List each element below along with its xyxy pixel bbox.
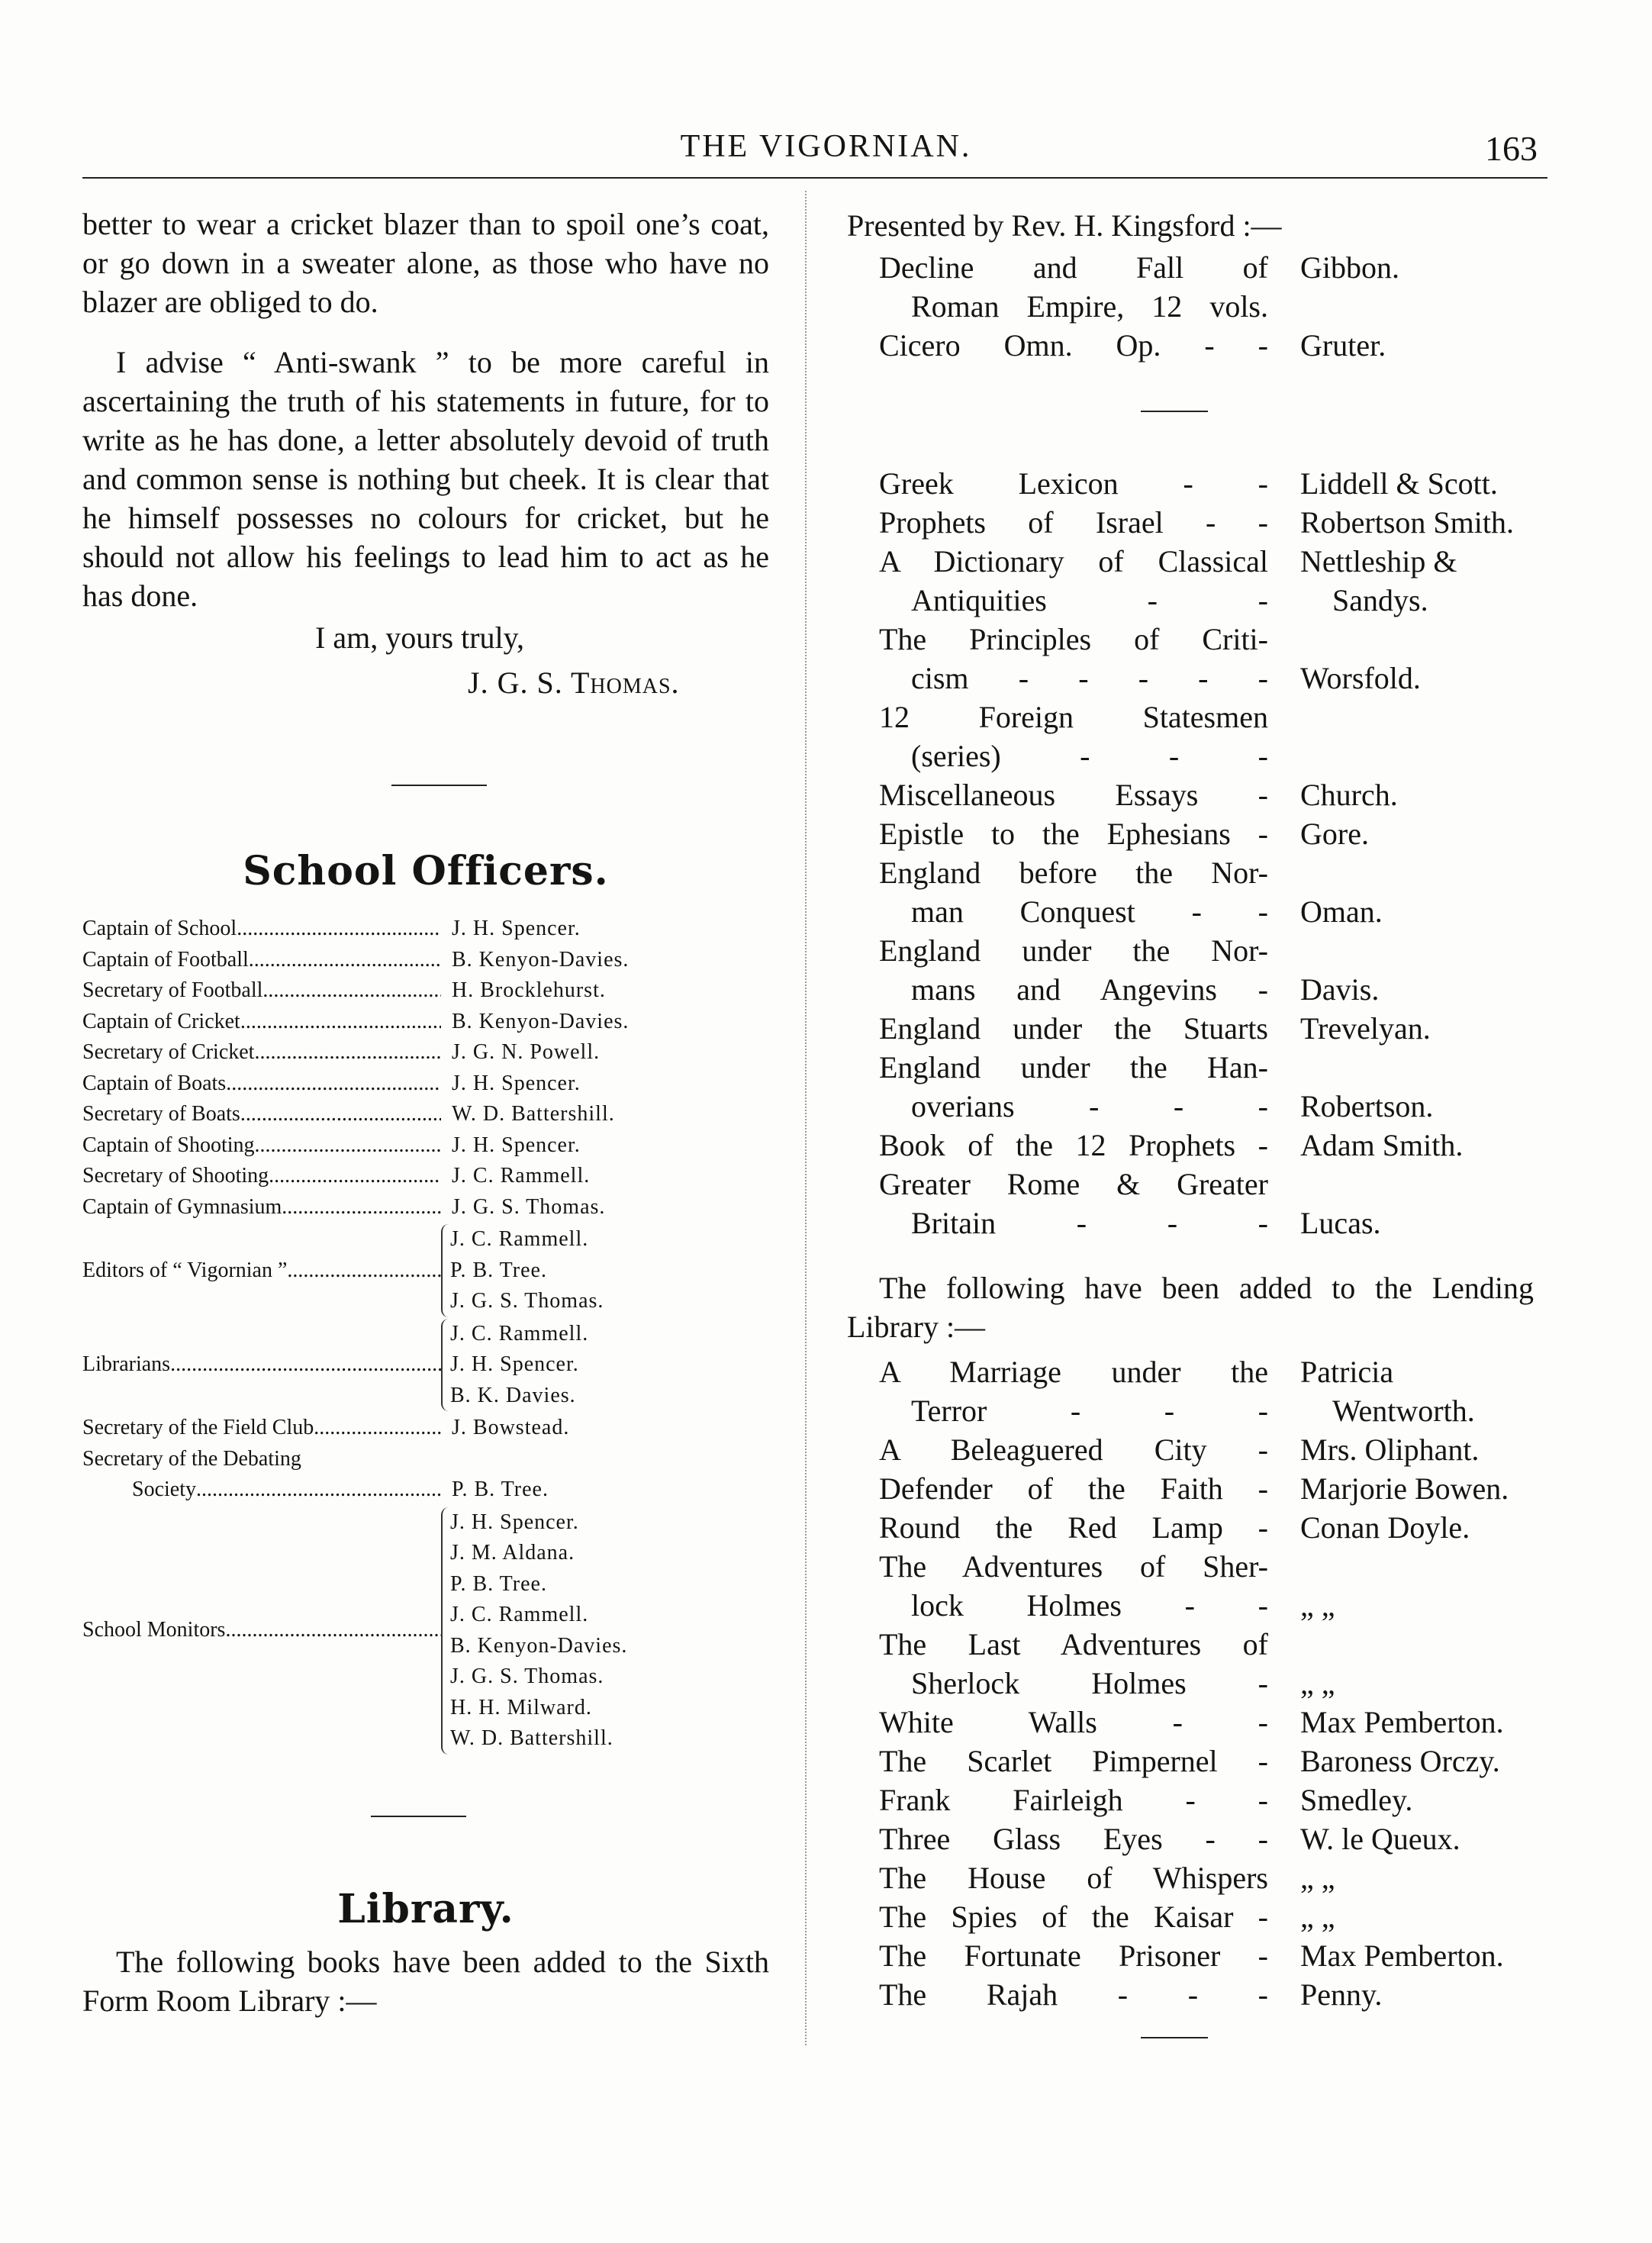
book-title-line: Book of the 12 Prophets - bbox=[879, 1128, 1268, 1162]
officer-name: W. D. Battershill. bbox=[452, 1102, 615, 1126]
book-title-line: A Marriage under the bbox=[879, 1355, 1268, 1389]
book-title bbox=[879, 620, 1268, 698]
book-entry bbox=[879, 1009, 1534, 1048]
letter-paragraph-1: better to wear a cricket blazer than to spoil one’s coat, or go down in a sweater alone, as those who have no blazer are obliged to do. bbox=[82, 207, 769, 319]
officer-role: Captain of Football bbox=[82, 947, 249, 972]
book-author-line: Conan Doyle. bbox=[1300, 1510, 1470, 1545]
officer-row-debating bbox=[82, 1444, 769, 1506]
officer-name: B. Kenyon-Davies. bbox=[452, 1009, 630, 1033]
book-entry bbox=[879, 1547, 1534, 1625]
officer-role: Captain of School bbox=[82, 917, 237, 940]
officer-role: Secretary of Cricket bbox=[82, 1040, 255, 1064]
book-title-line: The Fortunate Prisoner - bbox=[879, 1938, 1268, 1973]
section-rule bbox=[1141, 2037, 1208, 2038]
book-title bbox=[879, 1048, 1268, 1126]
book-entry bbox=[879, 1897, 1534, 1936]
book-title bbox=[879, 1858, 1268, 1897]
library-intro: The following books have been added to the Sixth Form Room Library :— bbox=[82, 1944, 769, 2018]
book-entry bbox=[879, 1858, 1534, 1897]
book-author bbox=[1268, 1936, 1504, 1975]
book-title bbox=[879, 1126, 1268, 1165]
book-author-line: Penny. bbox=[1300, 1977, 1383, 2012]
book-author-line bbox=[1300, 853, 1383, 892]
book-title bbox=[879, 503, 1268, 542]
book-author bbox=[1268, 1009, 1431, 1048]
book-author-line: Adam Smith. bbox=[1300, 1128, 1464, 1162]
page-number: 163 bbox=[1485, 129, 1538, 168]
book-author-line: Oman. bbox=[1300, 894, 1383, 929]
book-title-line: Decline and Fall of bbox=[879, 250, 1268, 285]
officer-row bbox=[82, 1192, 769, 1223]
book-title-line: Prophets of Israel - - bbox=[879, 505, 1268, 540]
book-author-line: „ „ bbox=[1300, 1900, 1335, 1934]
book-title-line: The Rajah - - - bbox=[879, 1977, 1268, 2012]
book-author bbox=[1268, 853, 1383, 931]
officer-name: W. D. Battershill. bbox=[450, 1726, 613, 1750]
book-author bbox=[1268, 775, 1398, 814]
book-title-line: The Scarlet Pimpernel - bbox=[879, 1744, 1268, 1778]
book-entry bbox=[879, 1936, 1534, 1975]
book-author bbox=[1268, 1547, 1335, 1625]
book-title bbox=[879, 1165, 1268, 1242]
book-author bbox=[1268, 1430, 1479, 1469]
book-title-line: Roman Empire, 12 vols. bbox=[911, 289, 1268, 324]
left-column bbox=[82, 205, 769, 2020]
officer-group-monitors bbox=[82, 1507, 769, 1755]
officer-name: J. H. Spencer. bbox=[450, 1510, 579, 1534]
book-title bbox=[879, 1625, 1268, 1703]
book-entry bbox=[879, 326, 1534, 365]
book-author-line: Wentworth. bbox=[1332, 1394, 1475, 1428]
officer-row bbox=[82, 975, 769, 1007]
book-entry bbox=[879, 1048, 1534, 1126]
officer-role: School Monitors bbox=[82, 1618, 226, 1642]
book-author-line: Sandys. bbox=[1332, 583, 1428, 617]
book-author bbox=[1268, 1469, 1509, 1508]
presented-by: Presented by Rev. H. Kingsford :— bbox=[847, 208, 1282, 243]
book-title-line: mans and Angevins - bbox=[911, 972, 1268, 1007]
book-author-line: Liddell & Scott. bbox=[1300, 466, 1498, 501]
book-author-line bbox=[1300, 1625, 1335, 1664]
officer-group-editors bbox=[82, 1224, 769, 1317]
book-title-line: (series) - - - bbox=[911, 739, 1268, 773]
officer-name: J. Bowstead. bbox=[452, 1416, 570, 1439]
officers-title: School Officers. bbox=[243, 848, 609, 894]
book-title-line: England under the Han- bbox=[879, 1050, 1268, 1084]
book-entry bbox=[879, 1781, 1534, 1819]
book-author-line: Nettleship & bbox=[1300, 544, 1457, 578]
book-entry bbox=[879, 853, 1534, 931]
book-title-line: Greek Lexicon - - bbox=[879, 466, 1268, 501]
book-title bbox=[879, 1009, 1268, 1048]
officer-name: H. Brocklehurst. bbox=[452, 978, 606, 1002]
book-author bbox=[1268, 1781, 1412, 1819]
officer-name: J. H. Spencer. bbox=[452, 1071, 581, 1095]
book-title-line: Greater Rome & Greater bbox=[879, 1167, 1268, 1201]
book-author bbox=[1268, 248, 1399, 326]
book-author-line: „ „ bbox=[1300, 1861, 1335, 1895]
book-author-line: „ „ bbox=[1300, 1666, 1335, 1700]
book-title-line: The Principles of Criti- bbox=[879, 622, 1268, 656]
book-title bbox=[879, 248, 1268, 326]
officer-name: B. K. Davies. bbox=[450, 1383, 576, 1407]
book-title bbox=[879, 542, 1268, 620]
officer-name: P. B. Tree. bbox=[450, 1571, 547, 1596]
section-rule bbox=[371, 1816, 466, 1817]
letter-paragraph-2: I advise “ Anti-swank ” to be more careful in ascertaining the truth of his statements in future, for to write as he has done, a letter absolutely devoid of truth and common sense is nothing but cheek. It is clear that he himself possesses no colours for cricket, but he should not allow his feelings to lead him to act as he has done. bbox=[82, 345, 769, 613]
book-author bbox=[1268, 1742, 1500, 1781]
book-author bbox=[1268, 1048, 1433, 1126]
book-author-line: Lucas. bbox=[1300, 1206, 1381, 1240]
section-rule bbox=[1141, 411, 1208, 412]
book-author-line: Marjorie Bowen. bbox=[1300, 1471, 1509, 1506]
book-title-line: The Adventures of Sher- bbox=[879, 1549, 1268, 1584]
lending-intro: The following have been added to the Lending Library :— bbox=[847, 1271, 1534, 1344]
book-author-line bbox=[1300, 736, 1308, 775]
header-rule bbox=[82, 177, 1547, 179]
book-entry bbox=[879, 620, 1534, 698]
officer-name: B. Kenyon-Davies. bbox=[450, 1633, 628, 1658]
book-entry bbox=[879, 1508, 1534, 1547]
book-title bbox=[879, 1742, 1268, 1781]
officer-name: J. H. Spencer. bbox=[452, 917, 581, 940]
book-entry bbox=[879, 1430, 1534, 1469]
officer-role: Librarians bbox=[82, 1352, 171, 1376]
book-entry bbox=[879, 503, 1534, 542]
book-title-line: The Last Adventures of bbox=[879, 1627, 1268, 1661]
book-title bbox=[879, 1703, 1268, 1742]
book-author bbox=[1268, 542, 1457, 620]
book-entry bbox=[879, 814, 1534, 853]
book-title bbox=[879, 1430, 1268, 1469]
officer-role: Captain of Gymnasium bbox=[82, 1194, 282, 1219]
book-title-line: Antiquities - - bbox=[911, 583, 1268, 617]
officer-name: J. G. S. Thomas. bbox=[450, 1665, 604, 1688]
column-divider bbox=[805, 191, 807, 2045]
officer-name: J. C. Rammell. bbox=[452, 1164, 591, 1188]
officer-name: J. H. Spencer. bbox=[450, 1352, 579, 1376]
book-title bbox=[879, 814, 1268, 853]
book-author-line bbox=[1300, 1165, 1381, 1204]
book-author bbox=[1268, 1625, 1335, 1703]
book-title-line: Three Glass Eyes - - bbox=[879, 1822, 1268, 1856]
sixth-form-book-list bbox=[847, 464, 1534, 1242]
officer-role: Society bbox=[132, 1478, 196, 1501]
book-author bbox=[1268, 1819, 1460, 1858]
book-author bbox=[1268, 698, 1308, 775]
book-title bbox=[879, 326, 1268, 365]
book-author bbox=[1268, 620, 1421, 698]
book-entry bbox=[879, 1703, 1534, 1742]
book-author-line bbox=[1300, 1547, 1335, 1586]
lending-book-list bbox=[847, 1352, 1534, 2014]
book-author-line: Mrs. Oliphant. bbox=[1300, 1432, 1480, 1467]
book-title-line: The Spies of the Kaisar - bbox=[879, 1900, 1268, 1934]
officer-name: H. H. Milward. bbox=[450, 1695, 592, 1719]
officer-name: J. G. S. Thomas. bbox=[452, 1194, 606, 1219]
book-author-line bbox=[1300, 1048, 1433, 1087]
officer-row bbox=[82, 914, 769, 945]
book-author-line: Church. bbox=[1300, 778, 1398, 812]
book-title bbox=[879, 1819, 1268, 1858]
officer-name: J. G. S. Thomas. bbox=[450, 1289, 604, 1313]
officer-role: Captain of Cricket bbox=[82, 1009, 240, 1033]
book-title-line: The House of Whispers bbox=[879, 1861, 1268, 1895]
book-entry bbox=[879, 248, 1534, 326]
book-title-line: White Walls - - bbox=[879, 1705, 1268, 1739]
officer-name: P. B. Tree. bbox=[452, 1478, 549, 1501]
book-author bbox=[1268, 1703, 1504, 1742]
book-author bbox=[1268, 464, 1498, 503]
book-title-line: Defender of the Faith - bbox=[879, 1471, 1268, 1506]
book-title-line: Frank Fairleigh - - bbox=[879, 1783, 1268, 1817]
book-author bbox=[1268, 1126, 1463, 1165]
book-author bbox=[1268, 1897, 1335, 1936]
book-author-line: Robertson Smith. bbox=[1300, 505, 1515, 540]
book-title-line: Miscellaneous Essays - bbox=[879, 778, 1268, 812]
officer-name: B. Kenyon-Davies. bbox=[452, 947, 630, 972]
book-entry bbox=[879, 542, 1534, 620]
book-author-line: Gruter. bbox=[1300, 328, 1386, 363]
book-author bbox=[1268, 1858, 1335, 1897]
book-title-line: England under the Nor- bbox=[879, 933, 1268, 968]
book-title-line: Terror - - - bbox=[911, 1394, 1268, 1428]
book-title-line: A Beleaguered City - bbox=[879, 1432, 1268, 1467]
book-entry bbox=[879, 931, 1534, 1009]
book-author-line: „ „ bbox=[1300, 1588, 1335, 1623]
book-title bbox=[879, 775, 1268, 814]
book-entry bbox=[879, 698, 1534, 775]
book-entry bbox=[879, 1126, 1534, 1165]
book-author bbox=[1268, 1352, 1475, 1430]
book-entry bbox=[879, 1975, 1534, 2014]
section-rule bbox=[391, 785, 487, 786]
book-author-line: Trevelyan. bbox=[1300, 1011, 1431, 1046]
officer-name: J. C. Rammell. bbox=[450, 1227, 589, 1251]
book-author bbox=[1268, 1975, 1382, 2014]
book-author bbox=[1268, 326, 1386, 365]
book-author-line: Baroness Orczy. bbox=[1300, 1744, 1500, 1778]
officer-name: P. B. Tree. bbox=[450, 1258, 547, 1282]
book-author-line bbox=[1300, 698, 1308, 736]
officer-row bbox=[82, 945, 769, 976]
book-author bbox=[1268, 1165, 1381, 1242]
book-title-line: overians - - - bbox=[911, 1089, 1268, 1123]
letter-closing: I am, yours truly, bbox=[315, 620, 525, 655]
book-title-line: Round the Red Lamp - bbox=[879, 1510, 1268, 1545]
book-author-line: Max Pemberton. bbox=[1300, 1938, 1504, 1973]
book-author-line: Robertson. bbox=[1300, 1089, 1434, 1123]
book-entry bbox=[879, 1625, 1534, 1703]
officer-role: Captain of Boats bbox=[82, 1071, 227, 1095]
book-title-line: man Conquest - - bbox=[911, 894, 1268, 929]
book-title bbox=[879, 1936, 1268, 1975]
book-author bbox=[1268, 1508, 1470, 1547]
officer-role: Secretary of Football bbox=[82, 978, 263, 1002]
officer-row bbox=[82, 1068, 769, 1100]
book-title-line: 12 Foreign Statesmen bbox=[879, 700, 1268, 734]
book-title bbox=[879, 698, 1268, 775]
book-entry bbox=[879, 775, 1534, 814]
book-author-line: Davis. bbox=[1300, 972, 1380, 1007]
officer-role: Secretary of Boats bbox=[82, 1102, 240, 1126]
officer-name: J. C. Rammell. bbox=[450, 1321, 589, 1345]
book-author-line: Smedley. bbox=[1300, 1783, 1413, 1817]
book-entry bbox=[879, 1352, 1534, 1430]
book-title-line: Epistle to the Ephesians - bbox=[879, 817, 1268, 851]
presented-book-list bbox=[847, 248, 1534, 365]
book-title bbox=[879, 1781, 1268, 1819]
library-title: Library. bbox=[337, 1885, 514, 1932]
book-title bbox=[879, 931, 1268, 1009]
book-title bbox=[879, 464, 1268, 503]
officer-row bbox=[82, 1007, 769, 1038]
officers-table bbox=[82, 914, 769, 1755]
book-author-line bbox=[1300, 620, 1421, 659]
officer-name: J. G. N. Powell. bbox=[452, 1040, 601, 1064]
book-title-line: Sherlock Holmes - bbox=[911, 1666, 1268, 1700]
book-author bbox=[1268, 503, 1514, 542]
book-author bbox=[1268, 931, 1379, 1009]
officer-group-librarians bbox=[82, 1319, 769, 1412]
book-title bbox=[879, 853, 1268, 931]
book-entry bbox=[879, 1742, 1534, 1781]
book-title-line: Britain - - - bbox=[911, 1206, 1268, 1240]
book-author-line: Worsfold. bbox=[1300, 661, 1421, 695]
book-author-line: Max Pemberton. bbox=[1300, 1705, 1504, 1739]
book-title bbox=[879, 1352, 1268, 1430]
book-title-line: Cicero Omn. Op. - - bbox=[879, 328, 1268, 363]
book-title-line: lock Holmes - - bbox=[911, 1588, 1268, 1623]
book-author-line: W. le Queux. bbox=[1300, 1822, 1460, 1856]
book-author-line: Gibbon. bbox=[1300, 250, 1399, 285]
officer-row-field-club bbox=[82, 1413, 769, 1444]
book-author-line bbox=[1300, 931, 1379, 970]
book-author-line: Patricia bbox=[1300, 1355, 1394, 1389]
book-author-line: Gore. bbox=[1300, 817, 1369, 851]
officer-role: Secretary of the Debating bbox=[82, 1446, 301, 1471]
officer-role: Secretary of Shooting bbox=[82, 1164, 269, 1188]
officer-name: J. M. Aldana. bbox=[450, 1541, 575, 1565]
right-column bbox=[847, 206, 1534, 2038]
running-title: THE VIGORNIAN. bbox=[680, 129, 972, 164]
book-title-line: England under the Stuarts bbox=[879, 1011, 1268, 1046]
officer-role: Captain of Shooting bbox=[82, 1133, 255, 1157]
book-title bbox=[879, 1469, 1268, 1508]
book-title bbox=[879, 1975, 1268, 2014]
book-author bbox=[1268, 814, 1369, 853]
book-title bbox=[879, 1547, 1268, 1625]
book-entry bbox=[879, 1819, 1534, 1858]
officer-row bbox=[82, 1130, 769, 1162]
book-title bbox=[879, 1508, 1268, 1547]
book-title-line: cism - - - - - bbox=[911, 661, 1268, 695]
book-title-line: England before the Nor- bbox=[879, 856, 1268, 890]
book-entry bbox=[879, 464, 1534, 503]
book-title bbox=[879, 1897, 1268, 1936]
officer-row bbox=[82, 1161, 769, 1192]
book-title-line: A Dictionary of Classical bbox=[879, 544, 1268, 578]
letter-signature: J. G. S. Thomas. bbox=[468, 665, 680, 700]
officer-rows bbox=[82, 914, 769, 1223]
officer-name: J. H. Spencer. bbox=[452, 1133, 581, 1157]
officer-row bbox=[82, 1099, 769, 1130]
officer-role: Editors of “ Vigornian ” bbox=[82, 1258, 288, 1282]
book-entry bbox=[879, 1469, 1534, 1508]
officer-role: Secretary of the Field Club bbox=[82, 1416, 314, 1439]
book-entry bbox=[879, 1165, 1534, 1242]
officer-row bbox=[82, 1037, 769, 1068]
officer-name: J. C. Rammell. bbox=[450, 1603, 589, 1626]
